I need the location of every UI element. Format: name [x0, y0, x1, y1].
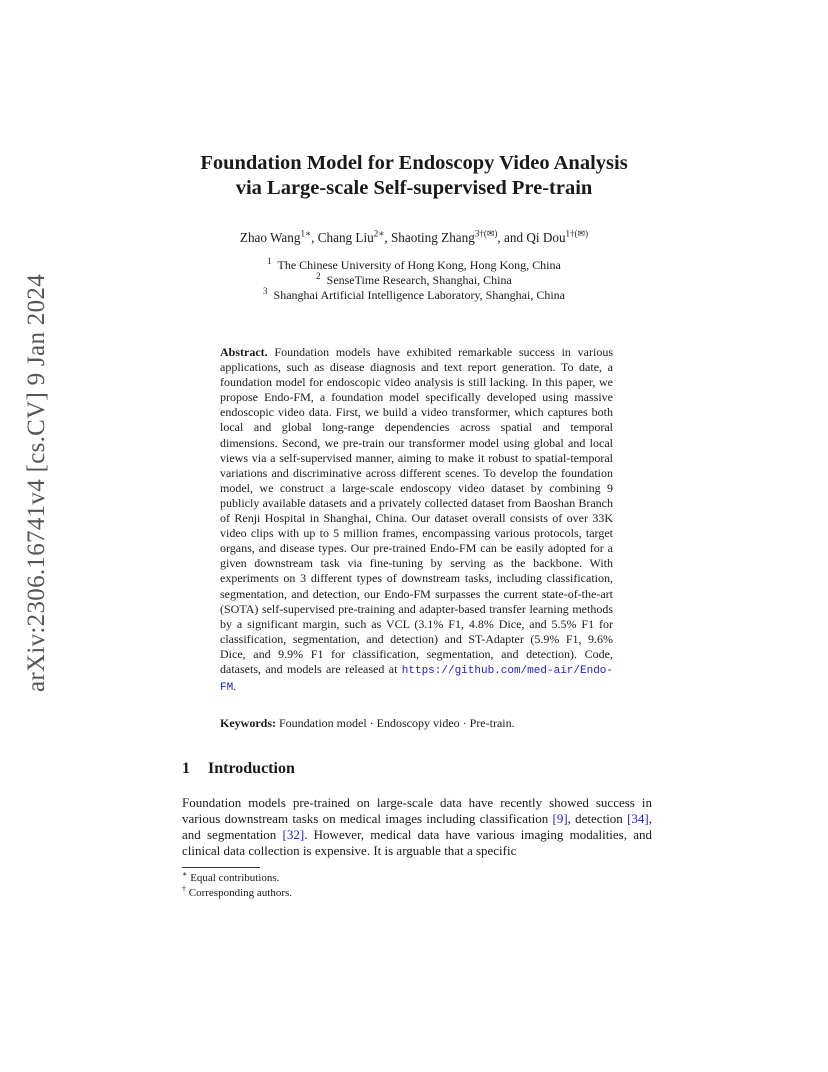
intro-paragraph [182, 795, 652, 859]
affiliation-number: 3 [263, 286, 268, 296]
footnote-rule [182, 867, 260, 868]
affiliation-text: SenseTime Research, Shanghai, China [326, 273, 512, 287]
footnote-text: Equal contributions. [190, 872, 280, 884]
affiliation [150, 288, 678, 303]
affiliation-text: The Chinese University of Hong Kong, Hong Kong, China [277, 258, 561, 272]
abstract-label: Abstract. [220, 345, 268, 359]
affiliation-text: Shanghai Artificial Intelligence Laboratory, Shanghai, China [273, 288, 565, 302]
author-mark: 1∗ [300, 228, 312, 239]
affiliation-number: 2 [316, 271, 321, 281]
author-name: Shaoting Zhang [390, 230, 475, 245]
footnote-text: Corresponding authors. [188, 887, 293, 899]
author-separator: , [384, 230, 391, 245]
author-name: Qi Dou [526, 230, 566, 245]
intro-text: . However, medical data have various imaging modalities, and clinical data collection is expensive. It is arguable that a specific [182, 827, 652, 858]
paper-title [150, 151, 678, 201]
keywords-label: Keywords: [220, 716, 276, 730]
section-heading [182, 759, 295, 779]
author-mark: 2∗ [373, 228, 385, 239]
author-name: Chang Liu [317, 230, 374, 245]
author-list [150, 229, 678, 247]
intro-text: , detection [567, 811, 628, 826]
abstract-text: Foundation models have exhibited remarkable success in various applications, such as disease diagnosis and text report generation. To date, a foundation model for endoscopic video analysis is still lacking. In this paper, we propose Endo-FM, a foundation model specifically developed using massive endoscopic video data. First, we build a video transformer, which captures both local and global long-range dependencies across spatial and temporal dimensions. Second, we pre-train our transformer model using global and local views via a self-supervised manner, aiming to make it robust to spatial-temporal variations and discriminative across different scenes. To develop the foundation model, we construct a large-scale endoscopy video dataset by combining 9 publicly available datasets and a privately collected dataset from Baoshan Branch of Renji Hospital in Shanghai, China. Our dataset overall consists of over 33K video clips with up to 5 million frames, encompassing various protocols, target organs, and disease types. Our pre-trained Endo-FM can be easily adopted for a given downstream task via fine-tuning by serving as the backbone. With experiments on 3 different types of downstream tasks, including classification, segmentation, and detection, our Endo-FM surpasses the current state-of-the-art (SOTA) self-supervised pre-training and adapter-based transfer learning methods by a significant margin, such as VCL (3.1% F1, 4.8% Dice, and 5.5% F1 for classification, segmentation, and detection) and ST-Adapter (5.9% F1, 9.6% Dice, and 9.9% F1 for classification, segmentation, and detection). Code, datasets, and models are released at [220, 345, 613, 676]
abstract-end: . [233, 679, 237, 694]
citation-link[interactable]: [9] [552, 811, 568, 826]
affiliation-number: 1 [267, 256, 272, 266]
section-number: 1 [182, 760, 190, 777]
intro-text: , and segmentation [182, 811, 652, 842]
affiliation [150, 273, 678, 288]
keywords-text: Foundation model · Endoscopy video · Pre-train. [279, 716, 515, 730]
code-link[interactable]: https://github.com/med-air/Endo-FM [220, 664, 613, 695]
title-line-2: via Large-scale Self-supervised Pre-train [235, 177, 593, 199]
citation-link[interactable]: [32] [282, 827, 305, 842]
footnote-mark: ∗ [182, 869, 188, 879]
arxiv-identifier-text: arXiv:2306.16741v4 [cs.CV] 9 Jan 2024 [23, 274, 50, 692]
footnote-mark: † [182, 884, 186, 894]
footnote [182, 871, 279, 885]
title-line-1: Foundation Model for Endoscopy Video Analysis [200, 152, 628, 174]
author-mark: 1†(✉) [565, 228, 589, 239]
section-title: Introduction [208, 760, 295, 777]
author-separator: , and [497, 230, 527, 245]
author-separator: , [311, 230, 318, 245]
abstract [220, 345, 613, 696]
keywords [220, 716, 613, 731]
citation-link[interactable]: [34] [627, 811, 649, 826]
affiliation [150, 258, 678, 273]
arxiv-identifier [14, 274, 60, 692]
author-name: Zhao Wang [239, 230, 301, 245]
author-mark: 3†(✉) [474, 228, 498, 239]
intro-text: Foundation models pre-trained on large-scale data have recently showed success in various downstream tasks on medical images including classification [182, 795, 652, 826]
footnote [182, 886, 292, 900]
